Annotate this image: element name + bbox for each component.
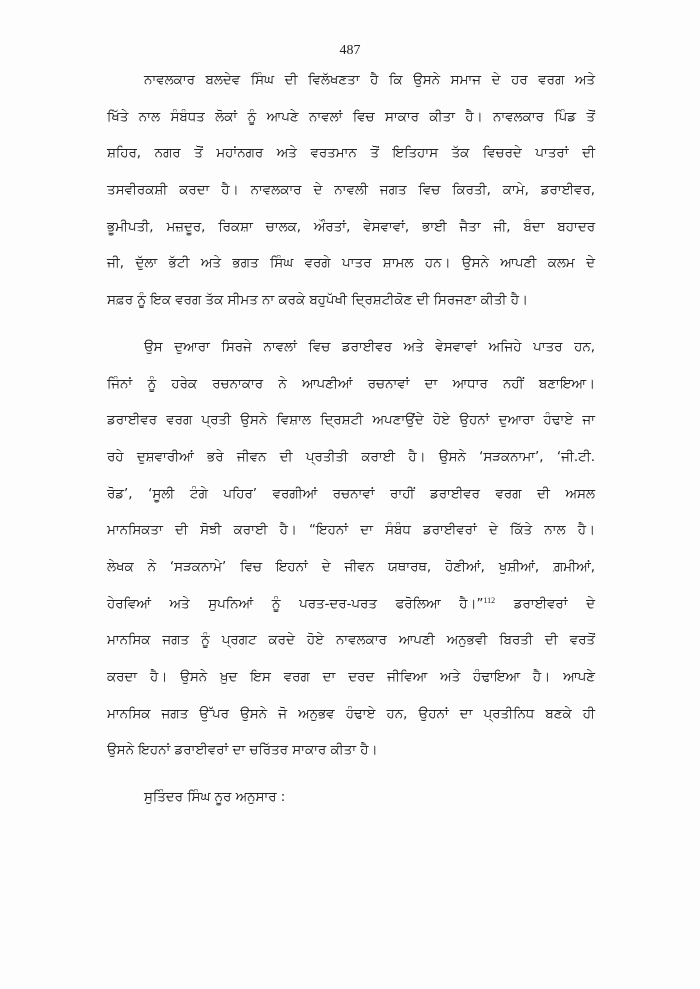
text-line: ਲੇਖਕ ਨੇ ‘ਸੜਕਨਾਮੇ’ ਵਿਚ ਇਹਨਾਂ ਦੇ ਜੀਵਨ ਯਥਾਰਥ, ਹੋਣੀਆਂ, ਖੁਸ਼ੀਆਂ, ਗ਼ਮੀਆਂ,: [107, 559, 595, 575]
text-line: ਮਾਨਸਿਕ ਜਗਤ ਨੂੰ ਪ੍ਰਗਟ ਕਰਦੇ ਹੋਏ ਨਾਵਲਕਾਰ ਆਪਣੀ ਅਨੁਭਵੀ ਬਿਰਤੀ ਦੀ ਵਰਤੋਂ: [107, 633, 595, 649]
continuation-text: ਡਰਾਈਵਰਾਂ ਦੇ: [495, 596, 595, 612]
text-line: ਜਿੰਨਾਂ ਨੂੰ ਹਰੇਕ ਰਚਨਾਕਾਰ ਨੇ ਆਪਣੀਆਂ ਰਚਨਾਵਾਂ ਦਾ ਆਧਾਰ ਨਹੀਂ ਬਣਾਇਆ।: [107, 376, 595, 392]
quote-end-text: ਹੇਰਵਿਆਂ ਅਤੇ ਸੁਪਨਿਆਂ ਨੂੰ ਪਰਤ-ਦਰ-ਪਰਤ ਫਰੋਲਿਆ ਹੈ।”: [107, 596, 484, 612]
text-line: ਭੂਮੀਪਤੀ, ਮਜ਼ਦੂਰ, ਰਿਕਸ਼ਾ ਚਾਲਕ, ਔਰਤਾਂ, ਵੇਸਵਾਵਾਂ, ਭਾਈ ਜੈਤਾ ਜੀ, ਬੰਦਾ ਬਹਾਦਰ: [107, 219, 595, 235]
page-number: 487: [339, 43, 361, 58]
paragraph-gap: [107, 320, 595, 330]
text-line: ਸਫ਼ਰ ਨੂੰ ਇਕ ਵਰਗ ਤੱਕ ਸੀਮਤ ਨਾ ਕਰਕੇ ਬਹੁਪੱਖੀ ਦ੍ਰਿਸ਼ਟੀਕੋਣ ਦੀ ਸਿਰਜਣਾ ਕੀਤੀ ਹੈ।: [107, 293, 528, 309]
text-line: ਨਾਵਲਕਾਰ ਬਲਦੇਵ ਸਿੰਘ ਦੀ ਵਿਲੱਖਣਤਾ ਹੈ ਕਿ ਉਸਨੇ ਸਮਾਜ ਦੇ ਹਰ ਵਰਗ ਅਤੇ: [144, 73, 595, 88]
text-line: ਰੋਡ’, ‘ਸੂਲੀ ਟੰਗੇ ਪਹਿਰ’ ਵਰਗੀਆਂ ਰਚਨਾਵਾਂ ਰਾਹੀਂ ਡਰਾਈਵਰ ਵਰਗ ਦੀ ਅਸਲ: [107, 486, 595, 502]
text-line: ਜੀ, ਦੁੱਲਾ ਭੱਟੀ ਅਤੇ ਭਗਤ ਸਿੰਘ ਵਰਗੇ ਪਾਤਰ ਸ਼ਾਮਲ ਹਨ। ਉਸਨੇ ਆਪਣੀ ਕਲਮ ਦੇ: [107, 256, 595, 272]
text-line: ਉਸ ਦੁਆਰਾ ਸਿਰਜੇ ਨਾਵਲਾਂ ਵਿਚ ਡਰਾਈਵਰ ਅਤੇ ਵੇਸਵਾਵਾਂ ਅਜਿਹੇ ਪਾਤਰ ਹਨ,: [144, 339, 595, 355]
quote-intro-line: ਸੁਤਿੰਦਰ ਸਿੰਘ ਨੂਰ ਅਨੁਸਾਰ :: [144, 790, 286, 806]
text-line: ਮਾਨਸਿਕ ਜਗਤ ਉੱਪਰ ਉਸਨੇ ਜੋ ਅਨੁਭਵ ਹੰਢਾਏ ਹਨ, ਉਹਨਾਂ ਦਾ ਪ੍ਰਤੀਨਿਧ ਬਣਕੇ ਹੀ: [107, 706, 595, 722]
text-line-with-footnote: [107, 587, 595, 624]
text-line: ਰਹੇ ਦੁਸ਼ਵਾਰੀਆਂ ਭਰੇ ਜੀਵਨ ਦੀ ਪ੍ਰਤੀਤੀ ਕਰਾਈ ਹੈ। ਉਸਨੇ ‘ਸੜਕਨਾਮਾ’, ‘ਜੀ.ਟੀ.: [107, 449, 595, 465]
text-line: ਤਸਵੀਰਕਸ਼ੀ ਕਰਦਾ ਹੈ। ਨਾਵਲਕਾਰ ਦੇ ਨਾਵਲੀ ਜਗਤ ਵਿਚ ਕਿਰਤੀ, ਕਾਮੇ, ਡਰਾਈਵਰ,: [107, 183, 595, 199]
body-text: [107, 63, 595, 817]
text-line: ਕਰਦਾ ਹੈ। ਉਸਨੇ ਖ਼ੁਦ ਇਸ ਵਰਗ ਦਾ ਦਰਦ ਜੀਵਿਆ ਅਤੇ ਹੰਢਾਇਆ ਹੈ। ਆਪਣੇ: [107, 670, 595, 685]
paragraph-1: [107, 63, 595, 320]
text-line: ਉਸਨੇ ਇਹਨਾਂ ਡਰਾਈਵਰਾਂ ਦਾ ਚਰਿੱਤਰ ਸਾਕਾਰ ਕੀਤਾ ਹੈ।: [107, 743, 378, 759]
text-line: ਡਰਾਈਵਰ ਵਰਗ ਪ੍ਰਤੀ ਉਸਨੇ ਵਿਸ਼ਾਲ ਦ੍ਰਿਸ਼ਟੀ ਅਪਣਾਉਂਦੇ ਹੋਏ ਉਹਨਾਂ ਦੁਆਰਾ ਹੰਢਾਏ ਜਾ: [107, 413, 595, 429]
text-line: ਖਿੱਤੇ ਨਾਲ ਸੰਬੰਧਤ ਲੋਕਾਂ ਨੂੰ ਆਪਣੇ ਨਾਵਲਾਂ ਵਿਚ ਸਾਕਾਰ ਕੀਤਾ ਹੈ। ਨਾਵਲਕਾਰ ਪਿੰਡ ਤੋਂ: [107, 109, 595, 125]
text-line: ਸ਼ਹਿਰ, ਨਗਰ ਤੋਂ ਮਹਾਂਨਗਰ ਅਤੇ ਵਰਤਮਾਨ ਤੋਂ ਇਤਿਹਾਸ ਤੱਕ ਵਿਚਰਦੇ ਪਾਤਰਾਂ ਦੀ: [107, 146, 595, 162]
paragraph-2: [107, 330, 595, 770]
text-line: ਮਾਨਸਿਕਤਾ ਦੀ ਸੋਝੀ ਕਰਾਈ ਹੈ। “ਇਹਨਾਂ ਦਾ ਸੰਬੰਧ ਡਰਾਈਵਰਾਂ ਦੇ ਕਿੱਤੇ ਨਾਲ ਹੈ।: [107, 523, 595, 539]
paragraph-3: [107, 780, 595, 817]
paragraph-gap: [107, 770, 595, 780]
footnote-marker: 112: [483, 595, 496, 605]
